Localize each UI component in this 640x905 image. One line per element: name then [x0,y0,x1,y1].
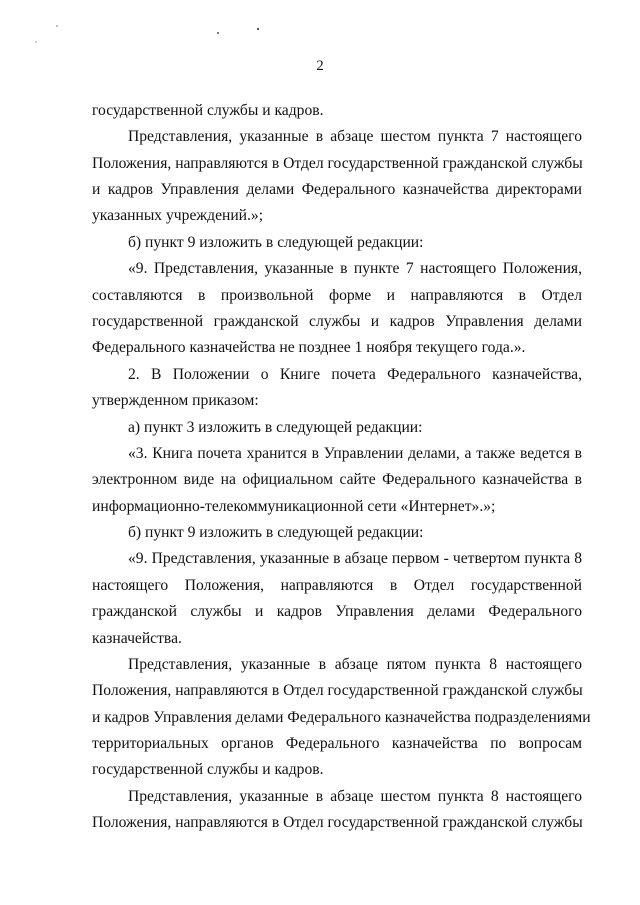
text-line: информационно-телекоммуникационной сети «Интернет».»; [92,498,496,515]
page-number: 2 [316,58,324,74]
text-line: «9. Представления, указанные в пункте 7 настоящего Положения, [128,260,582,277]
text-line: Представления, указанные в абзаце шестом пункта 7 настоящего [128,128,582,145]
text-line: «3. Книга почета хранится в Управлении делами, а также ведется в [128,445,582,462]
text-line: б) пункт 9 изложить в следующей редакции: [128,234,424,251]
text-line: Федерального казначейства не позднее 1 ноября текущего года.». [92,339,526,356]
scan-specks [0,0,640,60]
text-line: и кадров Управления делами Федерального казначейства директорами [92,181,582,198]
text-line: 2. В Положении о Книге почета Федерального казначейства, [128,366,582,383]
text-line: и кадров Управления делами Федерального казначейства подразделениями [92,709,591,726]
text-line: указанных учреждений.»; [92,207,264,224]
text-line: государственной службы и кадров. [92,102,324,119]
text-line: составляются в произвольной форме и направляются в Отдел [92,287,582,304]
text-line: а) пункт 3 изложить в следующей редакции: [128,419,423,436]
text-line: гражданской службы и кадров Управления делами Федерального [92,603,582,620]
text-line: Представления, указанные в абзаце пятом пункта 8 настоящего [128,656,582,673]
text-line: утвержденном приказом: [92,392,259,409]
text-line: б) пункт 9 изложить в следующей редакции: [128,524,424,541]
text-line: казначейства. [92,630,182,647]
text-line: Положения, направляются в Отдел государственной гражданской службы [92,682,583,699]
text-line: Положения, направляются в Отдел государственной гражданской службы [92,814,583,831]
text-line: государственной службы и кадров. [92,761,324,778]
text-line: настоящего Положения, направляются в Отдел государственной [92,577,582,594]
text-line: электронном виде на официальном сайте Федерального казначейства в [92,471,582,488]
text-line: Представления, указанные в абзаце шестом пункта 8 настоящего [128,788,582,805]
text-line: «9. Представления, указанные в абзаце первом - четвертом пункта 8 [128,550,582,567]
text-line: государственной гражданской службы и кадров Управления делами [92,313,582,330]
text-line: территориальных органов Федерального казначейства по вопросам [92,735,582,752]
text-line: Положения, направляются в Отдел государственной гражданской службы [92,155,583,172]
